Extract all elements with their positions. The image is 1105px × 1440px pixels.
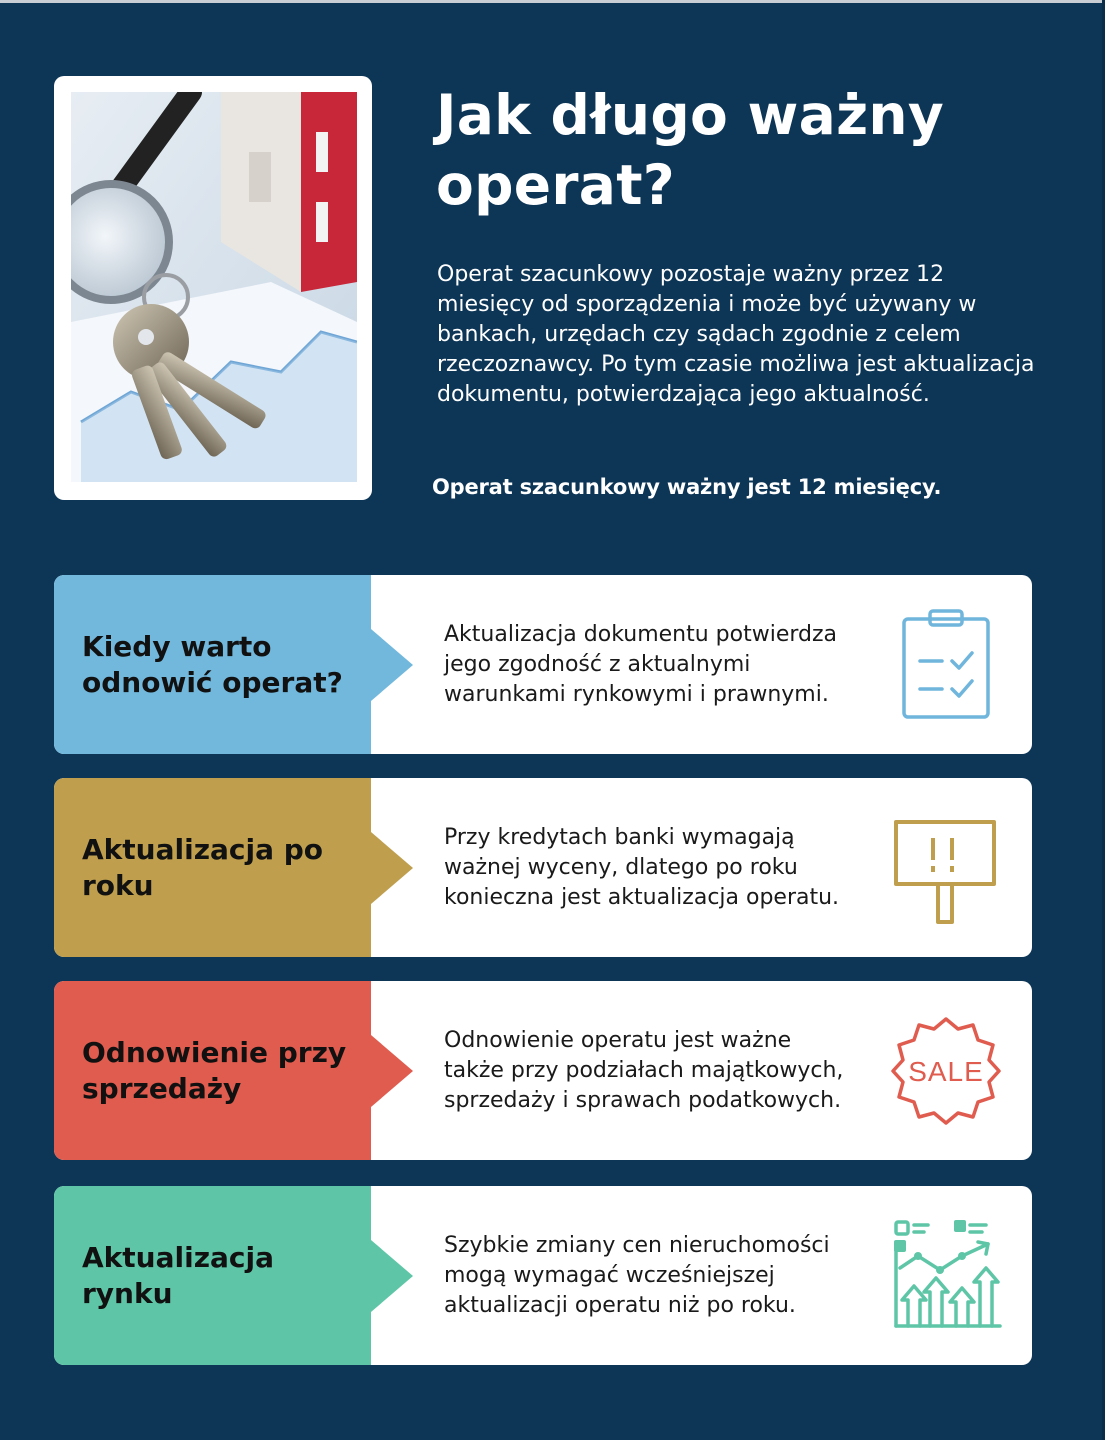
card-description: Aktualizacja dokumentu potwierdza jego zgodność z aktualnymi warunkami rynkowymi i prawnymi. [444,621,838,707]
card-title: Aktualizacja po roku [82,832,324,902]
page-title: Jak długo ważny operat? [436,83,944,217]
card-arrow [371,832,413,904]
card-title: Odnowienie przy sprzedaży [82,1035,347,1105]
sale-badge-icon [886,1011,1006,1131]
card-description: Przy kredytach banki wymagają ważnej wyceny, dlatego po roku konieczna jest aktualizacja operatu. [444,824,840,910]
info-card-sale [54,981,1032,1160]
top-border [0,0,1105,3]
house-keys-magnifier-photo [71,92,357,482]
info-card-annual-update [54,778,1032,957]
market-growth-chart-icon [886,1216,1006,1336]
clipboard-checklist-icon [886,605,1006,725]
photo-frame [54,76,372,500]
card-title: Kiedy warto odnowić operat? [82,629,343,699]
card-arrow [371,629,413,701]
sale-badge-text: SALE [908,1056,984,1087]
card-title: Aktualizacja rynku [82,1240,274,1310]
card-description: Odnowienie operatu jest ważne także przy podziałach majątkowych, sprzedaży i sprawach podatkowych. [444,1027,844,1113]
info-card-renewal [54,575,1032,754]
card-arrow [371,1035,413,1107]
warning-sign-icon [886,808,1006,928]
validity-highlight: Operat szacunkowy ważny jest 12 miesięcy. [432,475,942,499]
card-description: Szybkie zmiany cen nieruchomości mogą wymagać wcześniejszej aktualizacji operatu niż po roku. [444,1232,830,1318]
intro-paragraph: Operat szacunkowy pozostaje ważny przez 12 miesięcy od sporządzenia i może być używany w bankach, urzędach czy sądach zgodnie z celem rzeczoznawcy. Po tym czasie możliwa jest aktualizacja dokumentu, potwierdzająca jego aktualność. [437,262,1035,407]
card-arrow [371,1240,413,1312]
info-card-market [54,1186,1032,1365]
